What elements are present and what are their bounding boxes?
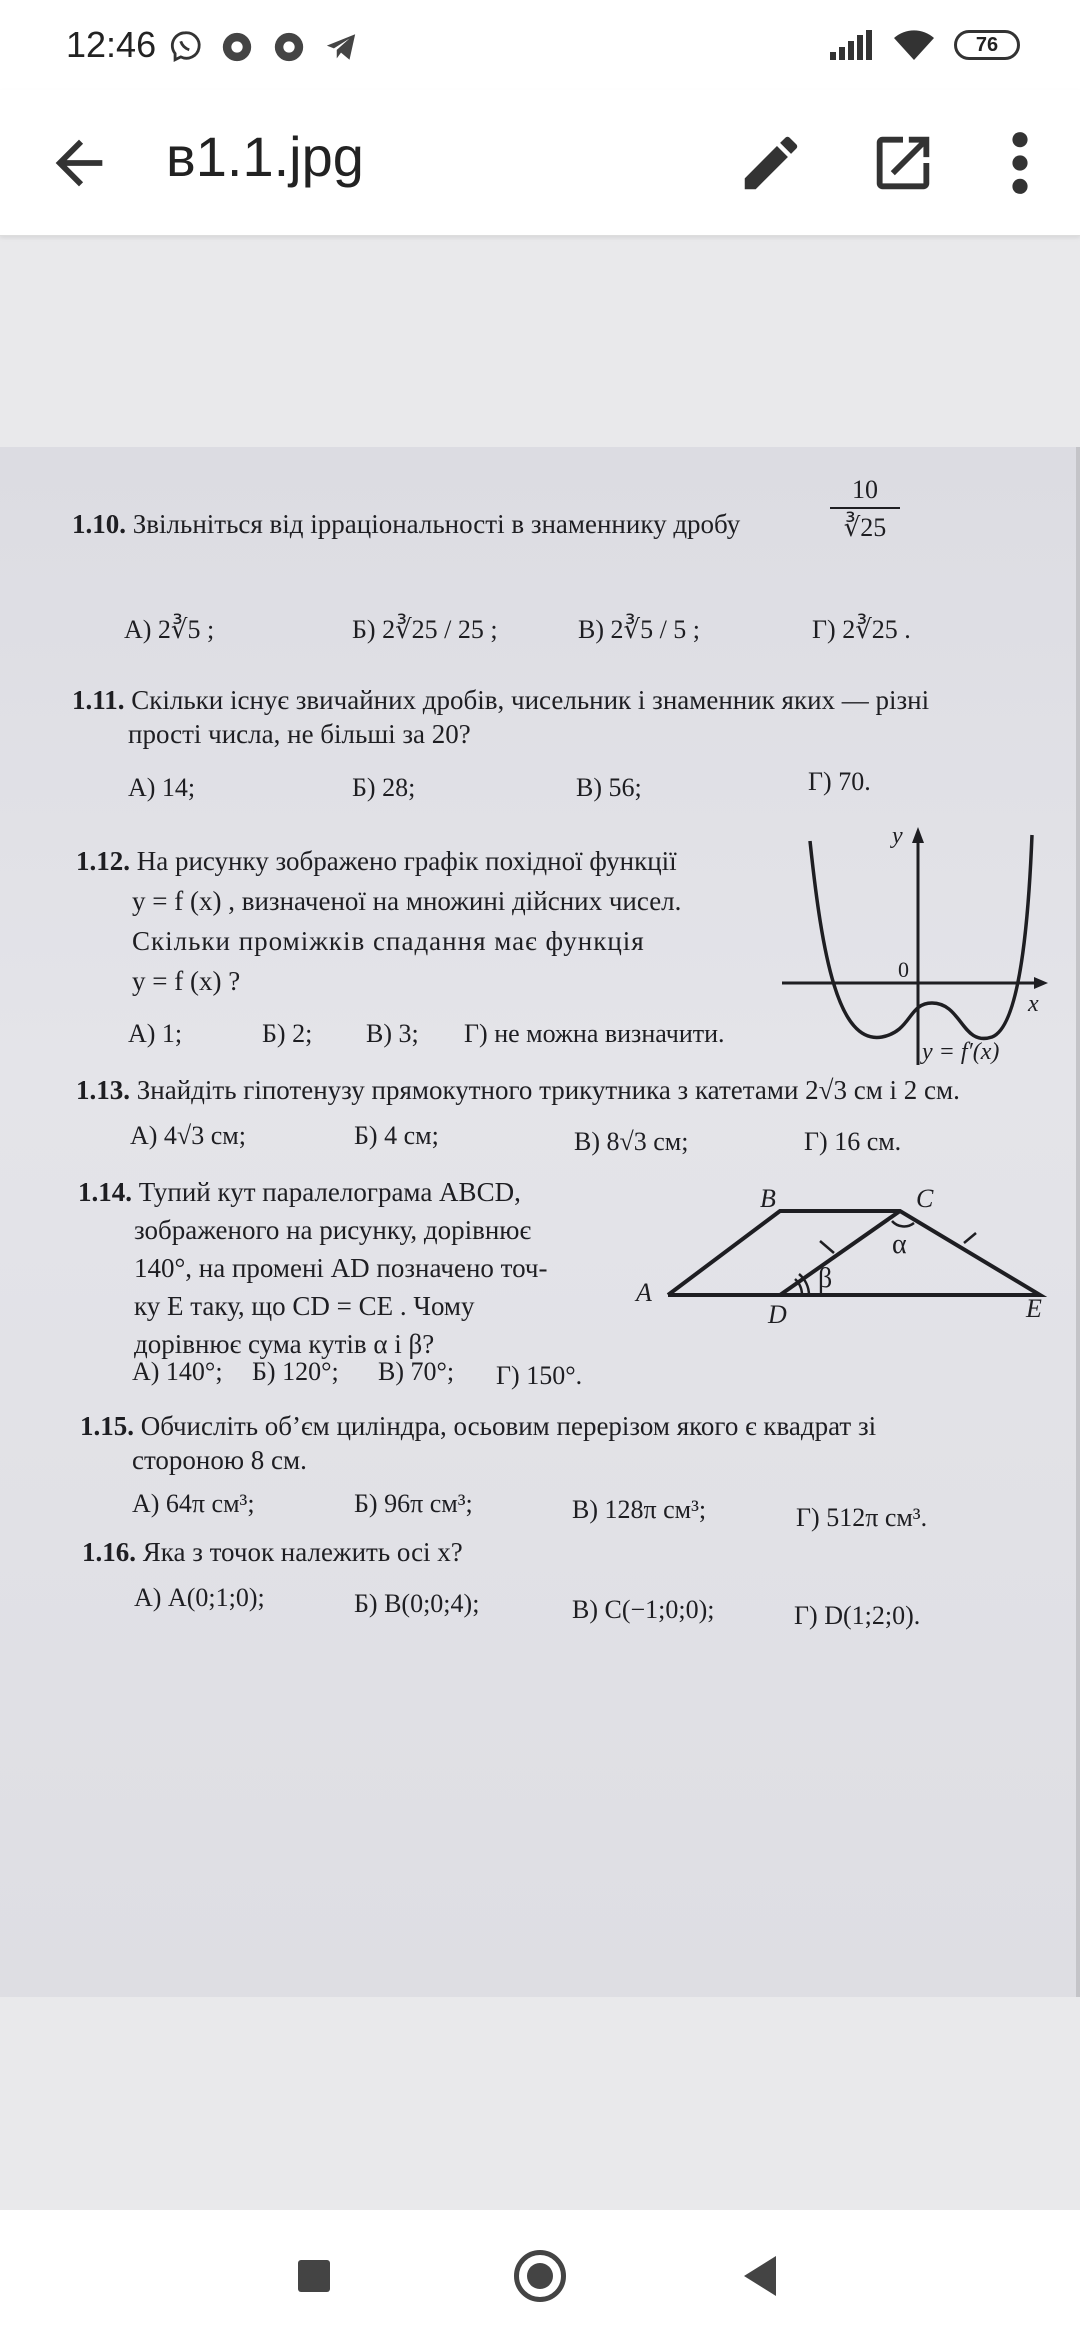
parallelogram-figure — [630, 1187, 1070, 1327]
answer-v: В) C(−1;0;0); — [572, 1595, 715, 1624]
answer-a: А) 64π см³; — [132, 1489, 255, 1518]
point-d-label: D — [768, 1300, 787, 1327]
question-text: Яка з точок належить осі x? — [142, 1537, 463, 1567]
graph-y-label: y — [892, 823, 903, 849]
question-1-13 — [76, 1073, 1076, 1107]
angle-alpha-label: α — [892, 1229, 907, 1260]
pencil-icon[interactable] — [736, 128, 806, 198]
home-icon[interactable] — [514, 2250, 566, 2302]
notification-icons — [168, 30, 358, 64]
point-a-label: A — [636, 1278, 652, 1307]
answer-g: Г) D(1;2;0). — [794, 1601, 921, 1630]
angle-beta-label: β — [818, 1263, 833, 1294]
question-number: 1.11. — [72, 685, 125, 715]
open-external-icon[interactable] — [868, 128, 938, 198]
answer-b: Б) 96π см³; — [354, 1489, 473, 1518]
question-text-line: Скільки проміжків спадання має функція — [132, 926, 645, 956]
app-bar — [0, 90, 1080, 236]
answer-a: А) A(0;1;0); — [134, 1583, 265, 1612]
question-text: Тупий кут паралелограма ABCD, — [138, 1177, 521, 1207]
question-1-16 — [82, 1535, 982, 1569]
answer-g: Г) 70. — [808, 767, 871, 796]
answer-v: В) 3; — [366, 1019, 419, 1048]
answer-v: В) 8√3 см; — [574, 1127, 689, 1156]
question-text: Обчисліть об’єм циліндра, осьовим перерізом якого є квадрат зі — [140, 1411, 877, 1441]
answer-a: А) 14; — [128, 773, 196, 802]
answer-a: А) 1; — [128, 1019, 183, 1048]
question-text-line: зображеного на рисунку, дорівнює — [134, 1215, 532, 1245]
system-icons — [830, 28, 1020, 62]
question-1-12 — [76, 841, 756, 1001]
question-text: Звільніться від ірраціональності в знаменнику дробу — [132, 509, 741, 539]
graph-x-label: x — [1028, 991, 1039, 1017]
question-text: Знайдіть гіпотенузу прямокутного трикутника з катетами 2√3 см і 2 см. — [136, 1075, 960, 1105]
fraction-10-over-cbrt25 — [830, 475, 900, 555]
telegram-icon — [324, 30, 358, 64]
navigation-bar — [0, 2210, 1080, 2340]
answer-b: Б) 120°; — [252, 1357, 339, 1386]
recent-apps-icon[interactable] — [298, 2260, 330, 2292]
answer-v: В) 56; — [576, 773, 642, 802]
battery-indicator: 76 — [954, 30, 1020, 60]
graph-curve-label: y = f′(x) — [922, 1039, 1000, 1065]
question-number: 1.15. — [80, 1411, 134, 1441]
answer-a: А) 140°; — [132, 1357, 223, 1386]
point-b-label: B — [760, 1187, 776, 1213]
viber-icon — [168, 30, 202, 64]
graph-origin-label: 0 — [898, 957, 909, 982]
answer-v: В) 128π см³; — [572, 1495, 707, 1524]
answer-g: Г) 16 см. — [804, 1127, 902, 1156]
answer-g: Г) 150°. — [496, 1361, 583, 1390]
back-icon[interactable] — [744, 2256, 776, 2296]
question-1-14 — [78, 1173, 598, 1363]
point-c-label: C — [916, 1187, 934, 1213]
chrome-icon — [272, 30, 306, 64]
question-number: 1.16. — [82, 1537, 136, 1567]
question-number: 1.14. — [78, 1177, 132, 1207]
fraction-denominator: ∛25 — [843, 513, 887, 542]
question-text-cont: прості числа, не більші за 20? — [128, 719, 471, 749]
answer-b: Б) 2; — [262, 1019, 313, 1048]
question-text-line: ку E таку, що CD = CE . Чому — [134, 1291, 475, 1321]
status-bar — [0, 0, 1080, 90]
answer-g: Г) не можна визначити. — [464, 1019, 725, 1048]
question-text: На рисунку зображено графік похідної функції — [136, 846, 677, 876]
status-time: 12:46 — [66, 24, 157, 65]
answer-b: Б) B(0;0;4); — [354, 1589, 480, 1618]
answer-b: Б) 28; — [352, 773, 416, 802]
question-number: 1.10. — [72, 509, 126, 539]
file-title: в1.1.jpg — [166, 125, 364, 188]
wifi-icon — [892, 28, 936, 62]
more-vert-icon[interactable] — [1000, 128, 1040, 198]
chrome-icon — [220, 30, 254, 64]
question-text-line: 140°, на промені AD позначено точ- — [134, 1253, 548, 1283]
back-arrow-icon[interactable] — [44, 128, 114, 198]
answer-b: Б) 4 см; — [354, 1121, 439, 1150]
point-e-label: E — [1026, 1294, 1042, 1323]
answer-g: Г) 512π см³. — [796, 1503, 928, 1532]
question-1-11 — [72, 683, 1072, 751]
question-text-line: дорівнює сума кутів α і β? — [134, 1329, 435, 1359]
answer-g: Г) 2∛25 . — [812, 615, 911, 644]
question-text: Скільки існує звичайних дробів, чисельник і знаменник яких — різні — [131, 685, 930, 715]
question-text-line: y = f (x) , визначеної на множині дійсних чисел. — [132, 886, 682, 916]
answer-a: А) 2∛5 ; — [124, 615, 215, 644]
fraction-numerator: 10 — [830, 475, 900, 509]
document-photo[interactable] — [0, 447, 1080, 1997]
question-1-15 — [80, 1409, 1080, 1477]
question-number: 1.12. — [76, 846, 130, 876]
answer-v: В) 70°; — [378, 1357, 455, 1386]
question-text-line: y = f (x) ? — [132, 966, 241, 996]
derivative-graph — [782, 815, 1052, 1075]
answer-a: А) 4√3 см; — [130, 1121, 246, 1150]
answer-b: Б) 2∛25 / 25 ; — [352, 615, 498, 644]
question-number: 1.13. — [76, 1075, 130, 1105]
question-text-cont: стороною 8 см. — [132, 1445, 307, 1475]
question-1-10 — [72, 507, 832, 541]
signal-icon — [830, 30, 874, 60]
answer-v: В) 2∛5 / 5 ; — [578, 615, 701, 644]
